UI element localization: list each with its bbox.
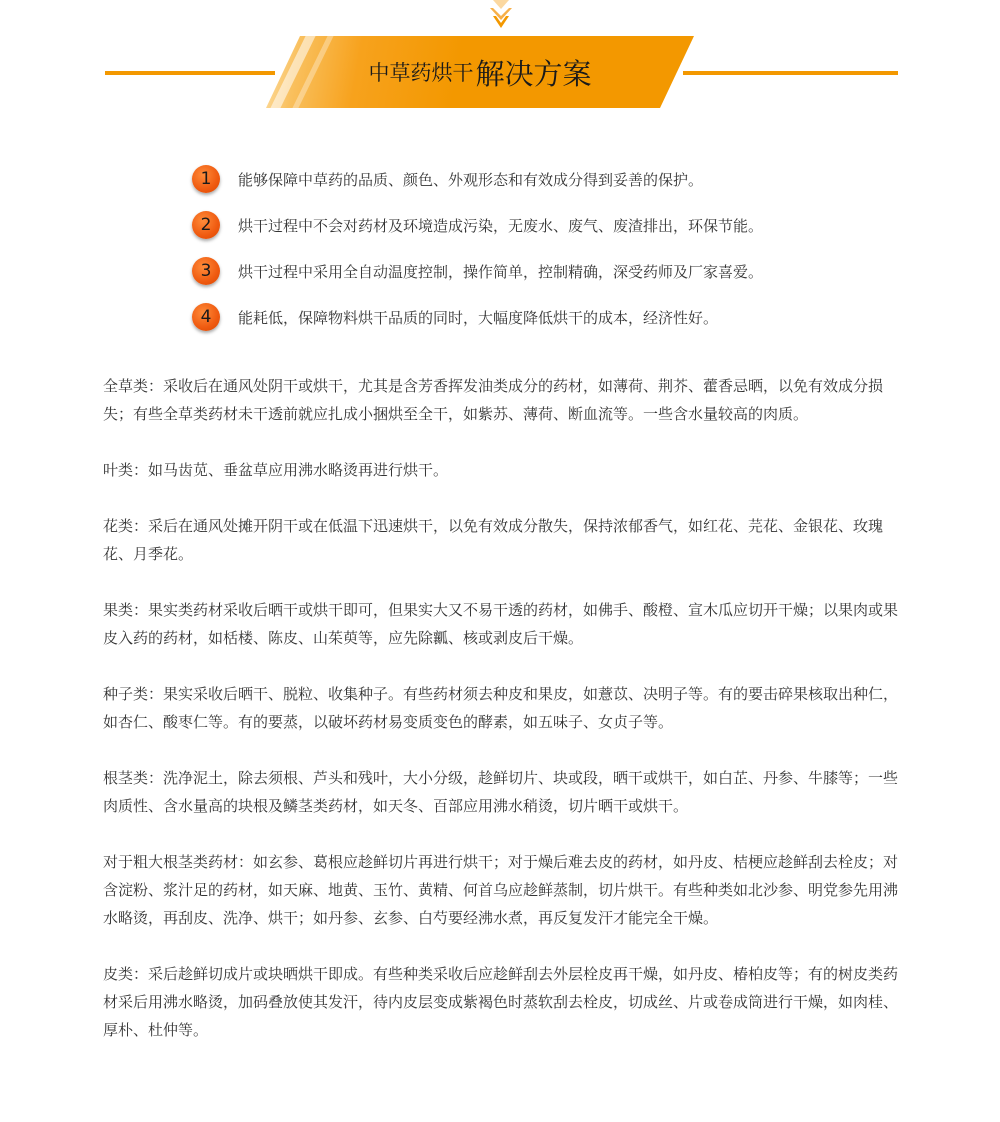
number-badge: 3 [192,257,220,285]
feature-item-4 [192,302,892,332]
paragraph-bark: 皮类：采后趁鲜切成片或块晒烘干即成。有些种类采收后应趁鲜刮去外层栓皮再干燥，如丹皮、椿柏皮等；有的树皮类药材采后用沸水略烫，加码叠放使其发汗，待内皮层变成紫褐色时蒸软刮去栓皮，切成丝、片或卷成筒进行干燥，如肉桂、厚朴、杜仲等。 [103,965,899,1039]
feature-text: 烘干过程中采用全自动温度控制，操作简单，控制精确，深受药师及厂家喜爱。 [238,262,764,281]
feature-item-2 [192,210,892,240]
header-rule-right [683,71,898,75]
chevron-down-icon [487,0,515,30]
feature-text: 能够保障中草药的品质、颜色、外观形态和有效成分得到妥善的保护。 [238,170,704,189]
feature-item-1 [192,164,892,194]
header-rule-left [105,71,275,75]
feature-text: 能耗低，保障物料烘干品质的同时，大幅度降低烘干的成本，经济性好。 [238,308,719,327]
paragraph-flower: 花类：采后在通风处摊开阴干或在低温下迅速烘干，以免有效成分散失，保持浓郁香气，如红花、芫花、金银花、玫瑰花、月季花。 [103,517,884,563]
paragraph-whole-herb: 全草类：采收后在通风处阴干或烘干，尤其是含芳香挥发油类成分的药材，如薄荷、荆芥、藿香忌晒，以免有效成分损失；有些全草类药材未干透前就应扎成小捆烘至全干，如紫苏、薄荷、断血流等。一些含水量较高的肉质。 [103,377,884,423]
title-small: 中草药烘干 [368,61,474,85]
paragraph-root: 根茎类：洗净泥土，除去须根、芦头和残叶，大小分级，趁鲜切片、块或段，晒干或烘干，如白芷、丹参、牛膝等；一些肉质性、含水量高的块根及鳞茎类药材，如天冬、百部应用沸水稍烫，切片晒干或烘干。 [103,769,899,815]
number-badge: 1 [192,165,220,193]
number-badge: 4 [192,303,220,331]
paragraph-large-root: 对于粗大根茎类药材：如玄参、葛根应趁鲜切片再进行烘干；对于燥后难去皮的药材，如丹皮、桔梗应趁鲜刮去栓皮；对含淀粉、浆汁足的药材，如天麻、地黄、玉竹、黄精、何首乌应趁鲜蒸制，切片烘干。有些种类如北沙参、明党参先用沸水略烫，再刮皮、洗净、烘干；如丹参、玄参、白芍要经沸水煮，再反复发汗才能完全干燥。 [103,853,899,927]
page-title [266,36,694,108]
paragraph-fruit: 果类：果实类药材采收后晒干或烘干即可，但果实大又不易干透的药材，如佛手、酸橙、宣木瓜应切开干燥；以果肉或果皮入药的药材，如栝楼、陈皮、山茱萸等，应先除瓤、核或剥皮后干燥。 [103,601,899,647]
paragraph-seed: 种子类：果实采收后晒干、脱粒、收集种子。有些药材须去种皮和果皮，如薏苡、决明子等。有的要击碎果核取出种仁，如杏仁、酸枣仁等。有的要蒸，以破坏药材易变质变色的酵素，如五味子、女贞子等。 [103,685,899,731]
number-badge: 2 [192,211,220,239]
feature-item-3 [192,256,892,286]
feature-text: 烘干过程中不会对药材及环境造成污染，无废水、废气、废渣排出，环保节能。 [238,216,764,235]
paragraph-leaf: 叶类：如马齿苋、垂盆草应用沸水略烫再进行烘干。 [103,461,449,479]
feature-list [192,164,892,348]
article-body [103,372,898,1072]
title-large: 解决方案 [475,56,592,91]
